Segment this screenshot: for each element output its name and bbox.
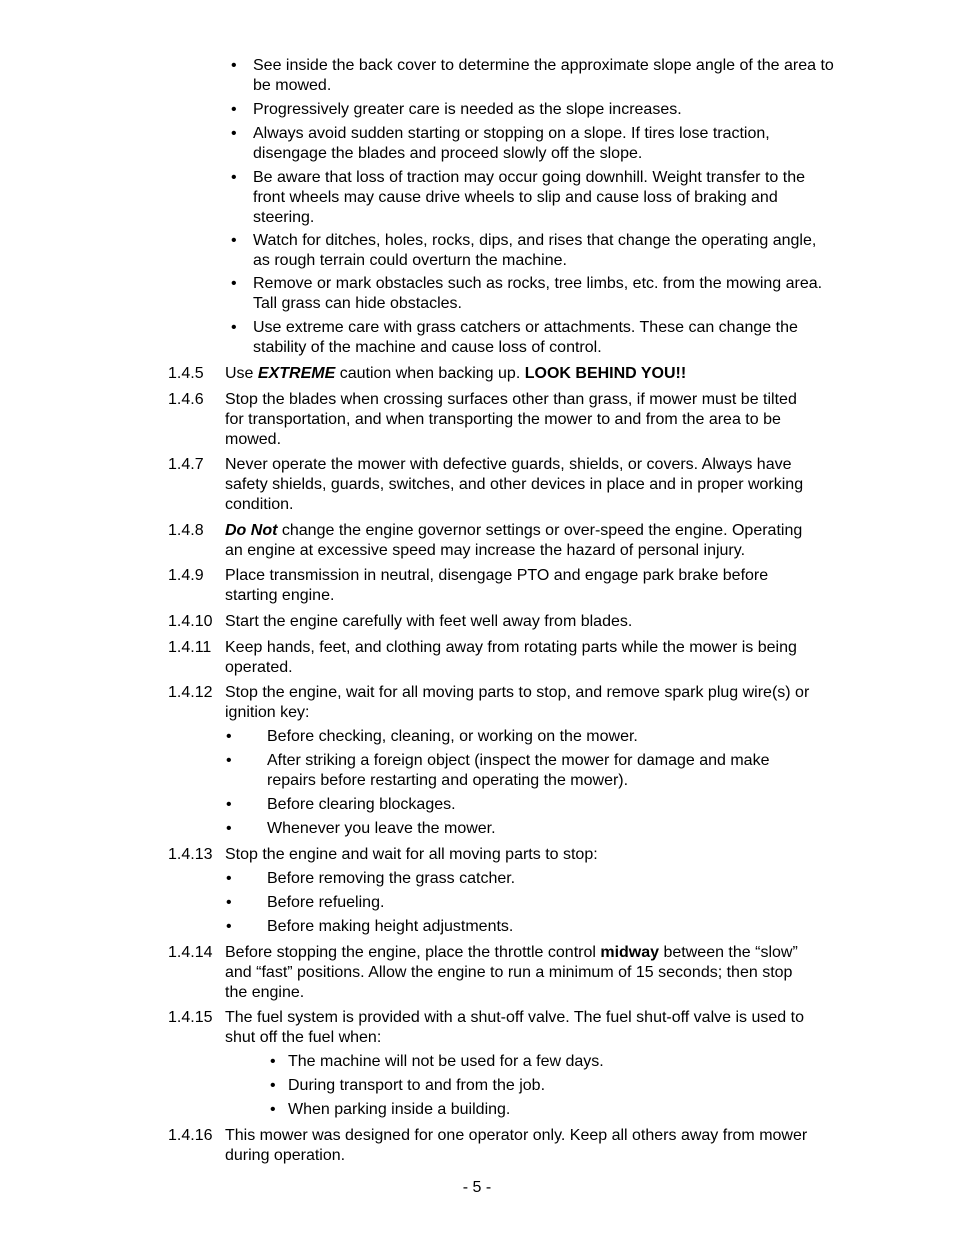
list-item-line: repairs before restarting and operating the mower). <box>267 772 629 789</box>
section-text-line: the engine. <box>225 984 305 1001</box>
page-number: - 5 - <box>462 1179 492 1196</box>
list-item-line: Before removing the grass catcher. <box>267 870 516 887</box>
bullet-marker: • <box>231 275 237 292</box>
section-text-line: condition. <box>225 496 294 513</box>
section-text-line: Never operate the mower with defective guards, shields, or covers. Always have <box>225 456 792 473</box>
section-number: 1.4.9 <box>168 567 204 584</box>
section-number: 1.4.7 <box>168 456 204 473</box>
bullet-marker: • <box>226 820 232 837</box>
list-item-line: be mowed. <box>253 77 332 94</box>
section-number: 1.4.5 <box>168 365 204 382</box>
bullet-marker: • <box>226 870 232 887</box>
list-item-line: Always avoid sudden starting or stopping on a slope. If tires lose traction, <box>253 125 770 142</box>
section-number: 1.4.15 <box>168 1009 213 1026</box>
list-item-line: Be aware that loss of traction may occur going downhill. Weight transfer to the <box>253 169 805 186</box>
list-item-line: Before refueling. <box>267 894 385 911</box>
section-number: 1.4.13 <box>168 846 213 863</box>
list-item-line: stability of the machine and cause loss of control. <box>253 339 602 356</box>
section-text-line: Do Not change the engine governor settings or over-speed the engine. Operating <box>225 522 803 539</box>
list-item-line: After striking a foreign object (inspect the mower for damage and make <box>267 752 770 769</box>
section-text-line: starting engine. <box>225 587 335 604</box>
list-item-line: disengage the blades and proceed slowly off the slope. <box>253 145 643 162</box>
list-item-line: Remove or mark obstacles such as rocks, tree limbs, etc. from the mowing area. <box>253 275 823 292</box>
section-number: 1.4.8 <box>168 522 204 539</box>
section-text: Use EXTREME caution when backing up. LOOK BEHIND YOU!! <box>225 365 687 382</box>
section-text-line: ignition key: <box>225 704 310 721</box>
section-text-line: Keep hands, feet, and clothing away from rotating parts while the mower is being <box>225 639 797 656</box>
section-text-line: This mower was designed for one operator only. Keep all others away from mower <box>225 1127 808 1144</box>
section-text-line: during operation. <box>225 1147 346 1164</box>
section-text-line: for transportation, and when transporting the mower to and from the area to be <box>225 411 781 428</box>
bullet-marker: • <box>270 1101 276 1118</box>
bullet-marker: • <box>226 894 232 911</box>
bullet-marker: • <box>231 319 237 336</box>
section-text-line: Before stopping the engine, place the throttle control midway between the “slow” <box>225 944 798 961</box>
list-item-line: steering. <box>253 209 315 226</box>
bullet-marker: • <box>231 101 237 118</box>
section-text-line: The fuel system is provided with a shut-off valve. The fuel shut-off valve is used to <box>225 1009 804 1026</box>
bullet-marker: • <box>231 125 237 142</box>
section-number: 1.4.6 <box>168 391 204 408</box>
section-text-line: Stop the blades when crossing surfaces other than grass, if mower must be tilted <box>225 391 797 408</box>
bullet-marker: • <box>226 728 232 745</box>
bullet-marker: • <box>226 796 232 813</box>
section-number: 1.4.14 <box>168 944 213 961</box>
list-item-line: See inside the back cover to determine the approximate slope angle of the area to <box>253 57 834 74</box>
section-text-line: shut off the fuel when: <box>225 1029 382 1046</box>
section-text-line: Stop the engine, wait for all moving parts to stop, and remove spark plug wire(s) or <box>225 684 810 701</box>
list-item-line: Progressively greater care is needed as the slope increases. <box>253 101 682 118</box>
list-item-line: Tall grass can hide obstacles. <box>253 295 462 312</box>
bullet-marker: • <box>226 918 232 935</box>
bullet-marker: • <box>231 232 237 249</box>
bullet-marker: • <box>231 169 237 186</box>
section-text-line: Place transmission in neutral, disengage PTO and engage park brake before <box>225 567 769 584</box>
bullet-marker: • <box>226 752 232 769</box>
list-item-line: Before making height adjustments. <box>267 918 514 935</box>
emphasis-text: midway <box>600 944 660 961</box>
section-number: 1.4.12 <box>168 684 213 701</box>
section-text-line: and “fast” positions. Allow the engine to run a minimum of 15 seconds; then stop <box>225 964 793 981</box>
list-item-line: front wheels may cause drive wheels to slip and cause loss of braking and <box>253 189 778 206</box>
section-text-line: safety shields, guards, switches, and other devices in place and in proper working <box>225 476 804 493</box>
section-text-line: operated. <box>225 659 293 676</box>
section-number: 1.4.16 <box>168 1127 213 1144</box>
emphasis-text: EXTREME <box>257 365 336 382</box>
section-text-line: Start the engine carefully with feet well away from blades. <box>225 613 633 630</box>
section-number: 1.4.10 <box>168 613 213 630</box>
list-item-line: When parking inside a building. <box>288 1101 511 1118</box>
list-item-line: Before clearing blockages. <box>267 796 456 813</box>
section-text-line: an engine at excessive speed may increase the hazard of personal injury. <box>225 542 746 559</box>
list-item-line: Whenever you leave the mower. <box>267 820 496 837</box>
list-item-line: The machine will not be used for a few days. <box>288 1053 604 1070</box>
section-number: 1.4.11 <box>168 639 212 656</box>
list-item-line: Use extreme care with grass catchers or attachments. These can change the <box>253 319 798 336</box>
list-item-line: Watch for ditches, holes, rocks, dips, and rises that change the operating angle, <box>253 232 817 249</box>
list-item-line: During transport to and from the job. <box>288 1077 546 1094</box>
section-text-line: Stop the engine and wait for all moving parts to stop: <box>225 846 598 863</box>
list-item-line: Before checking, cleaning, or working on the mower. <box>267 728 638 745</box>
bullet-marker: • <box>231 57 237 74</box>
list-item-line: as rough terrain could overturn the machine. <box>253 252 567 269</box>
emphasis-text: Do Not <box>225 522 278 539</box>
bullet-marker: • <box>270 1053 276 1070</box>
warning-text: LOOK BEHIND YOU!! <box>524 365 687 382</box>
section-text-line: mowed. <box>225 431 282 448</box>
bullet-marker: • <box>270 1077 276 1094</box>
